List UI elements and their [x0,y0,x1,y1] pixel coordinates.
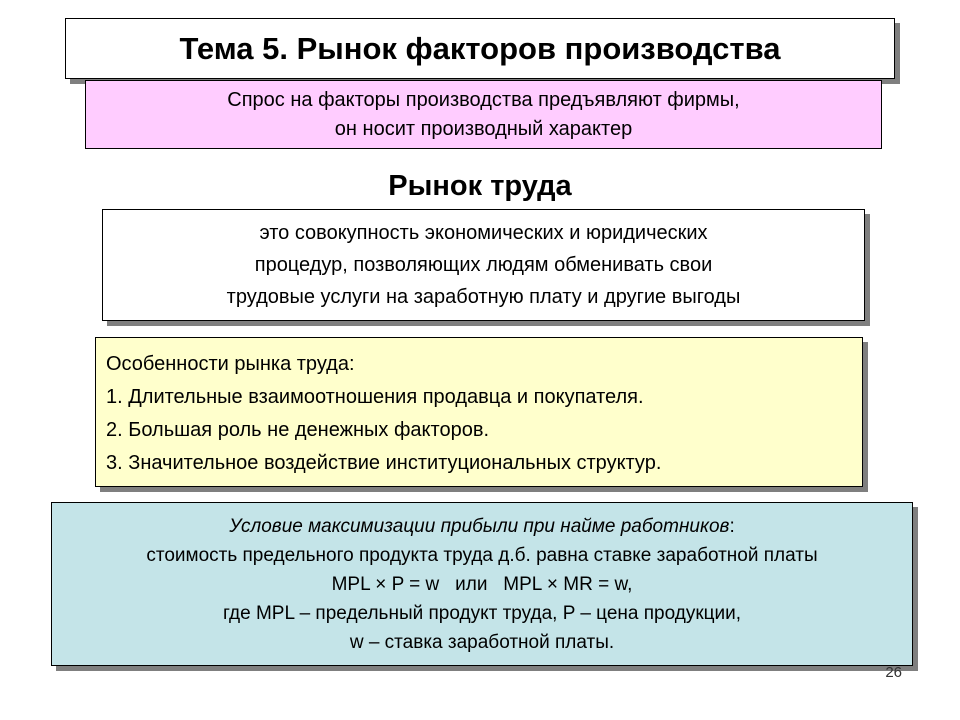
definition-box [102,209,865,321]
demand-note-line-1: Спрос на факторы производства предъявляют фирмы, [227,88,740,111]
condition-formula: MPL × P = w или MPL × MR = w, [331,573,633,595]
condition-line-3: где MPL – предельный продукт труда, P – цена продукции, [222,602,742,624]
definition-line-1: это совокупность экономических и юридических [259,222,708,244]
condition-heading-row [229,512,734,541]
condition-heading: Условие максимизации прибыли при найме работников [229,515,730,537]
definition-line-3: трудовые услуги на заработную плату и другие выгоды [226,286,741,308]
features-item-1: 1. Длительные взаимоотношения продавца и покупателя. [106,386,644,408]
slide-title: Тема 5. Рынок факторов производства [179,30,781,66]
definition-line-2: процедур, позволяющих людям обменивать свои [254,254,713,276]
condition-line-1: стоимость предельного продукта труда д.б. равна ставке заработной платы [146,544,818,566]
demand-note-line-2: он носит производный характер [334,117,633,140]
section-subtitle: Рынок труда [388,170,572,202]
condition-heading-suffix: : [729,515,735,537]
condition-line-4: w – ставка заработной платы. [349,631,615,653]
demand-note-box [85,80,882,149]
features-heading: Особенности рынка труда: [106,353,355,375]
features-item-3: 3. Значительное воздействие институциональных структур. [106,452,662,474]
features-box [95,337,863,487]
title-box [65,18,895,79]
page-number: 26 [885,664,902,681]
features-item-2: 2. Большая роль не денежных факторов. [106,419,489,441]
condition-box [51,502,913,666]
